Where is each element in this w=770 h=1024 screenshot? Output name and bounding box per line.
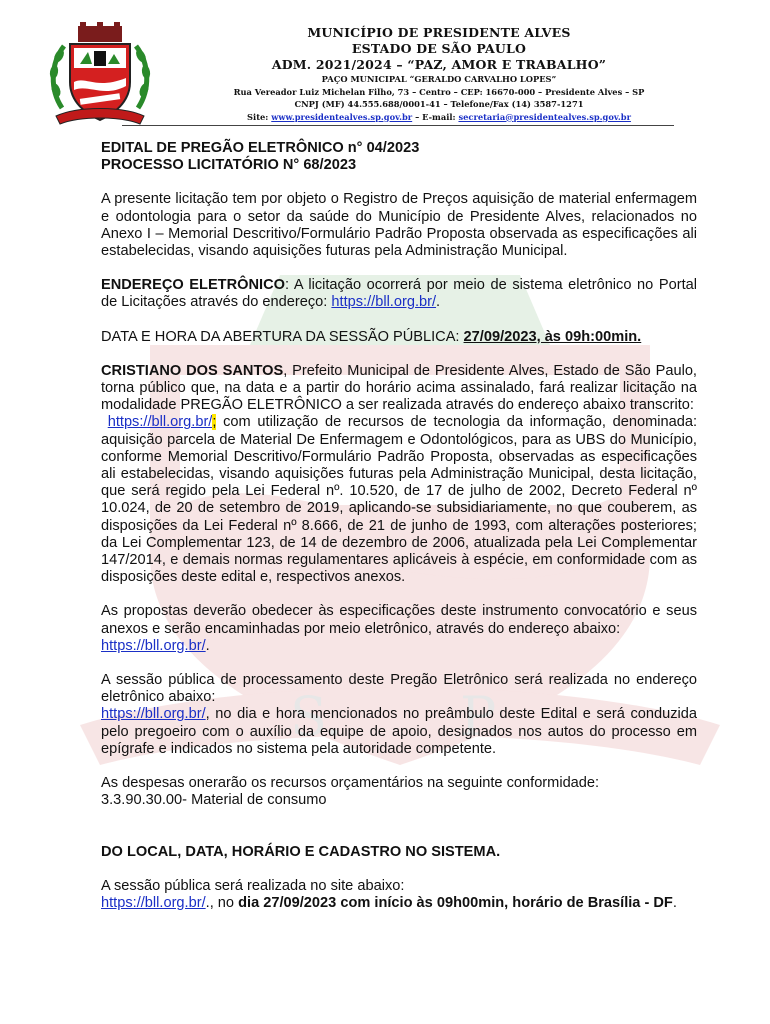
propostas-period: .: [205, 637, 210, 654]
sessao-text-continued: , no dia e hora mencionados no preâmbulo deste Edital e será conduzida pelo pregoeiro com o auxílio da equipe de apoio, designados nos autos do processo em epígrafe e indicados no sistema pela autoridade competente.: [101, 706, 697, 757]
local-mid: ., no: [205, 894, 239, 911]
local-end: .: [672, 894, 677, 911]
prefeito-bll-link[interactable]: https://bll.org.br/: [107, 414, 213, 431]
propostas-link-line: [101, 638, 697, 655]
prefeito-text: , Prefeito Municipal de Presidente Alves, Estado de São Paulo, torna público que, na data e a partir do horário acima assinalado, fará realizar licitação na modalidade PREGÃO ELETRÔNICO a ser realizada através do endereço abaixo transcrito:: [101, 362, 697, 414]
municipal-coat-of-arms-icon: [44, 20, 156, 130]
address-line: Rua Vereador Luiz Michelan Filho, 73 – Centro – CEP: 16670-000 – Presidente Alves – SP: [233, 86, 645, 97]
endereco-period: .: [436, 294, 441, 311]
watermark-letter-p: P.: [460, 685, 503, 748]
letterhead: [0, 0, 770, 132]
endereco-paragraph: [101, 277, 697, 311]
sessao-continued: [101, 706, 697, 758]
local-continued: [101, 895, 697, 912]
local-paragraph: A sessão pública será realizada no site abaixo:: [101, 877, 405, 894]
state-name: ESTADO DE SÃO PAULO: [351, 41, 527, 56]
prefeito-paragraph: [101, 363, 697, 587]
sessao-paragraph: A sessão pública de processamento deste Pregão Eletrônico será realizada no endereço eletrônico abaixo:: [101, 672, 697, 706]
building-name: PAÇO MUNICIPAL “GERALDO CARVALHO LOPES”: [321, 74, 557, 84]
highlighted-semicolon: ;: [212, 414, 217, 431]
site-label: Site:: [247, 111, 272, 122]
municipality-name: MUNICÍPIO DE PRESIDENTE ALVES: [307, 25, 571, 40]
abertura-label: DATA E HORA DA ABERTURA DA SESSÃO PÚBLICA:: [101, 328, 464, 345]
prefeito-name: CRISTIANO DOS SANTOS: [101, 362, 284, 379]
object-paragraph: A presente licitação tem por objeto o Registro de Preços aquisição de material enfermagem e odontologia para o setor da saúde do Município de Presidente Alves, relacionados no Anexo I – Memorial Descritivo/Formulário Padrão Proposta observada as especificações ali estabelecidas, visando aquisições futuras pela Administração Municipal.: [101, 191, 697, 260]
local-datetime: dia 27/09/2023 com início às 09h00min, horário de Brasília - DF: [238, 894, 673, 911]
header-divider: [122, 125, 674, 126]
abertura-datetime: 27/09/2023, às 09h:00min.: [463, 328, 642, 345]
propostas-bll-link[interactable]: https://bll.org.br/: [101, 637, 206, 654]
letterhead-text: [186, 25, 692, 123]
site-link[interactable]: www.presidentealves.sp.gov.br: [271, 111, 413, 122]
despesas-paragraph: As despesas onerarão os recursos orçamentários na seguinte conformidade:: [101, 775, 600, 792]
processo-title: PROCESSO LICITATÓRIO N° 68/2023: [101, 157, 357, 174]
abertura-paragraph: [101, 329, 697, 346]
email-label: – E-mail:: [412, 111, 459, 122]
propostas-paragraph: As propostas deverão obedecer às especificações deste instrumento convocatório e seus anexos e serão encaminhadas por meio eletrônico, através do endereço abaixo:: [101, 603, 697, 637]
edital-body: [101, 140, 697, 912]
sessao-bll-link[interactable]: https://bll.org.br/: [101, 706, 206, 723]
endereco-text: : A licitação ocorrerá por meio de sistema eletrônico no Portal de Licitações através do endereço:: [101, 277, 697, 311]
despesas-item: 3.3.90.30.00- Material de consumo: [101, 792, 327, 809]
administration-motto: ADM. 2021/2024 – “PAZ, AMOR E TRABALHO”: [271, 57, 607, 72]
watermark-letter-s: S.: [290, 685, 343, 748]
cnpj-phone-line: CNPJ (MF) 44.555.688/0001-41 – Telefone/Fax (14) 3587-1271: [294, 99, 584, 109]
contact-line: [186, 111, 692, 124]
local-bll-link[interactable]: https://bll.org.br/: [101, 894, 206, 911]
section-heading: DO LOCAL, DATA, HORÁRIO E CADASTRO NO SISTEMA.: [101, 843, 501, 860]
email-link[interactable]: secretaria@presidentealves.sp.gov.br: [458, 111, 631, 122]
edital-title: EDITAL DE PREGÃO ELETRÔNICO n° 04/2023: [101, 140, 420, 156]
bll-link[interactable]: https://bll.org.br/: [331, 294, 437, 311]
endereco-label: ENDEREÇO ELETRÔNICO: [101, 277, 285, 294]
prefeito-text-continued: com utilização de recursos de tecnologia da informação, denominada: aquisição parcela de Material De Enfermagem e Odontológicos, para as UBS do Município, conforme Memorial Descritivo/Formulário Padrão Proposta, observadas as especificações ali estabelecidas, visando aquisições futuras pela Administração Municipal, desta licitação, que será regido pela Lei Federal nº. 10.520, de 17 de julho de 2002, Decreto Federal nº 10.024, de 20 de setembro de 2019, aplicando-se subsidiariamente, no que couberem, as disposições da Lei Federal nº 8.666, de 21 de junho de 1993, com alterações posteriores; da Lei Complementar 123, de 14 de dezembro de 2006, atualizada pela Lei Complementar 147/2014, e demais normas regulamentares aplicáveis à espécie, em conformidade com as disposições deste edital e, respectivos anexos.: [101, 414, 697, 586]
